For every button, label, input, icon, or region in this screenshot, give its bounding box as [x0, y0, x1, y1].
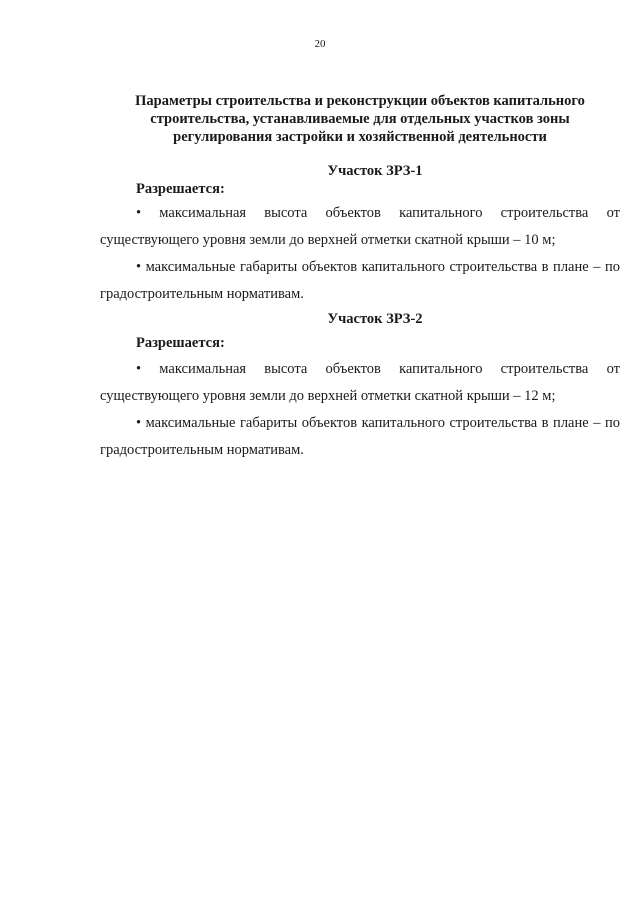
list-item: • максимальные габариты объектов капитального строительства в плане – по градостроительным нормативам.: [100, 415, 620, 458]
allowed-label-zrz-1: Разрешается:: [136, 181, 225, 197]
list-item: • максимальная высота объектов капитального строительства от существующего уровня земли до верхней отметки скатной крыши – 12 м;: [100, 361, 620, 404]
list-item: • максимальная высота объектов капитального строительства от существующего уровня земли до верхней отметки скатной крыши – 10 м;: [100, 205, 620, 248]
page-number: 20: [314, 38, 326, 50]
section-heading-zrz-2: Участок ЗРЗ-2: [327, 311, 423, 327]
section-heading-zrz-1: Участок ЗРЗ-1: [327, 163, 423, 179]
list-item: • максимальные габариты объектов капитального строительства в плане – по градостроительным нормативам.: [100, 259, 620, 302]
allowed-label-zrz-2: Разрешается:: [136, 335, 225, 351]
document-title: Параметры строительства и реконструкции объектов капитального строительства, устанавливаемые для отдельных участков зоны регулирования застройки и хозяйственной деятельности: [135, 93, 585, 145]
